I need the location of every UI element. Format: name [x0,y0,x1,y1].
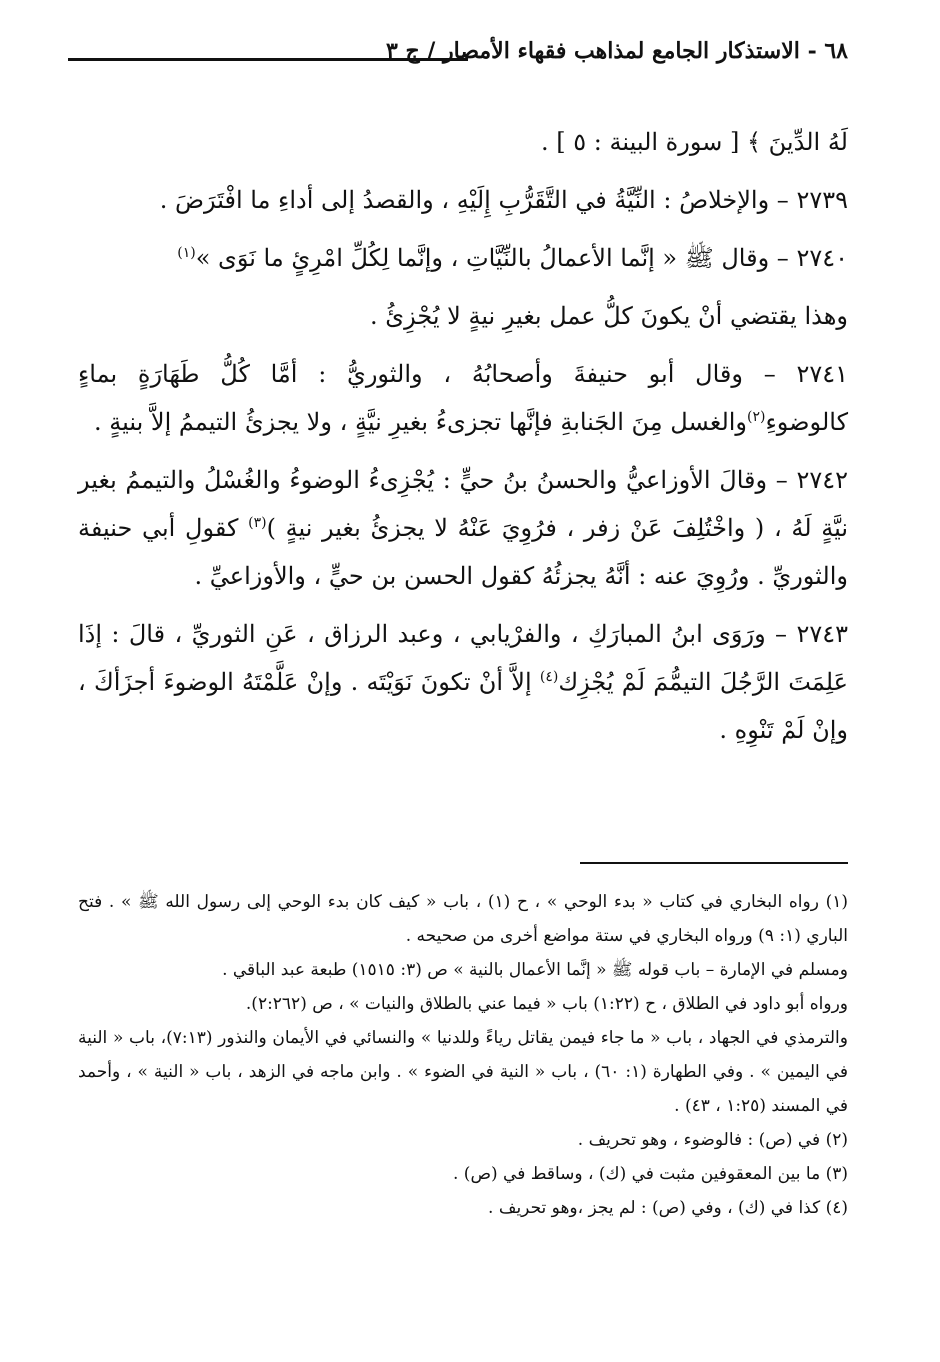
footnote-3: (٣) ما بين المعقوفين مثبت في (ك) ، وساقط في (ص) . [453,1164,848,1184]
paragraph-2742: ٢٧٤٢ – وقالَ الأوزاعيُّ والحسنُ بنُ حيٍّ : يُجْزِىءُ الوضوءُ والغُسْلُ والتيممُ بغير نيَّةٍ لَهُ ، ( واخْتُلِفَ عَنْ زفر ، فرُوِيَ عَنْهُ لا يجزئُ بغير نيةٍ )$^{(٣)}$ كقولِ أبي حنيفة والثوريِّ . ورُوِيَ عنه : أنَّهُ يجزئُهُ كقول الحسن بن حيٍّ ، والأوزاعيِّ . [78,466,849,590]
header-title: ٦٨ - الاستذكار الجامع لمذاهب فقهاء الأمصار / ج ٣ [385,38,848,64]
paragraph-2740: ٢٧٤٠ – وقال ﷺ « إنَّما الأعمالُ بالنِّيَّاتِ ، وإنَّما لِكُلِّ امْرِئٍ ما نَوَى »$^{(١)}$ [177,244,848,272]
paragraph-2741: ٢٧٤١ – وقال أبو حنيفةَ وأصحابُهُ ، والثوريُّ : أمَّا كُلُّ طَهَارَةٍ بماءٍ كالوضوءِ$^{(٢)}$والغسل مِنَ الجَنابةِ فإنَّها تجزىءُ بغيرِ نيَّةٍ ، ولا يجزئُ التيممُ إلاَّ بنيةٍ . [78,360,848,436]
footnote-separator [580,862,848,864]
footnote-1-part-4: والترمذي في الجهاد ، باب « ما جاء فيمن يقاتل رياءً وللدنيا » والنسائي في الأيمان والنذور (٧:١٣)، باب « النية في اليمين » . وفي الطهارة (١: ٦٠) ، باب « النية في الضوء » . وابن ماجه في الزهد ، باب « النية » ، وأحمد في المسند (١:٢٥ ، ٤٣) . [78,1028,848,1116]
footnote-4: (٤) كذا في (ك) ، وفي (ص) : لم يجز ،وهو تحريف . [488,1198,848,1218]
running-header [68,38,848,78]
page-number: ٦٨ [824,38,848,64]
footnote-2: (٢) في (ص) : فالوضوء ، وهو تحريف . [577,1130,848,1150]
book-title: الاستذكار الجامع لمذاهب فقهاء الأمصار / ج ٣ [385,38,800,64]
header-rule [68,58,468,61]
footnote-1-part-1: (١) رواه البخاري في كتاب « بدء الوحي » ، ح (١) ، باب « كيف كان بدء الوحي إلى رسول الله ﷺ » . فتح الباري (١: ٩) ورواه البخاري في ستة مواضع أخرى من صحيحه . [78,892,849,946]
main-text [78,118,848,764]
paragraph-2739: ٢٧٣٩ – والإخلاصُ : النِّيَّةُ في التَّقَرُّبِ إِلَيْهِ ، والقصدُ إلى أداءِ ما افْتَرَضَ . [159,186,848,214]
paragraph-2743: ٢٧٤٣ – ورَوَى ابنُ المبارَكِ ، والفرْيابي ، وعبد الرزاق ، عَنِ الثوريِّ ، قالَ : إذَا عَلِمَتَ الرَّجُلَ التيمُّمَ لَمْ يُجْزِك$^{(٤)}$ إلاَّ أنْ تكونَ نَوَيْتَه . وإنْ عَلَّمْتَهُ الوضوءَ أجزَأكَ ، وإنْ لَمْ تَنْوِهِ . [78,620,848,744]
paragraph-2740-comment: وهذا يقتضي أنْ يكونَ كلُّ عمل بغيرِ نيةٍ لا يُجْزِئُ . [370,302,848,330]
paragraph-verse-end: لَهُ الدِّينَ ﴾ [ سورة البينة : ٥ ] . [540,128,848,156]
footnote-ref-3[interactable]: (٣) [248,515,267,531]
footnote-ref-2[interactable]: (٢) [747,409,766,425]
footnotes [78,885,848,1225]
footnote-1-part-3: ورواه أبو داود في الطلاق ، ح (١:٢٢) باب « فيما عني بالطلاق والنيات » ، ص (٢:٢٦٢). [245,994,848,1014]
footnote-1-part-2: ومسلم في الإمارة – باب قوله ﷺ « إنَّما الأعمال بالنية » ص (٣: ١٥١٥) طبعة عبد الباقي . [222,960,848,980]
footnote-ref-1[interactable]: (١) [177,245,196,261]
footnote-ref-4[interactable]: (٤) [539,669,559,685]
